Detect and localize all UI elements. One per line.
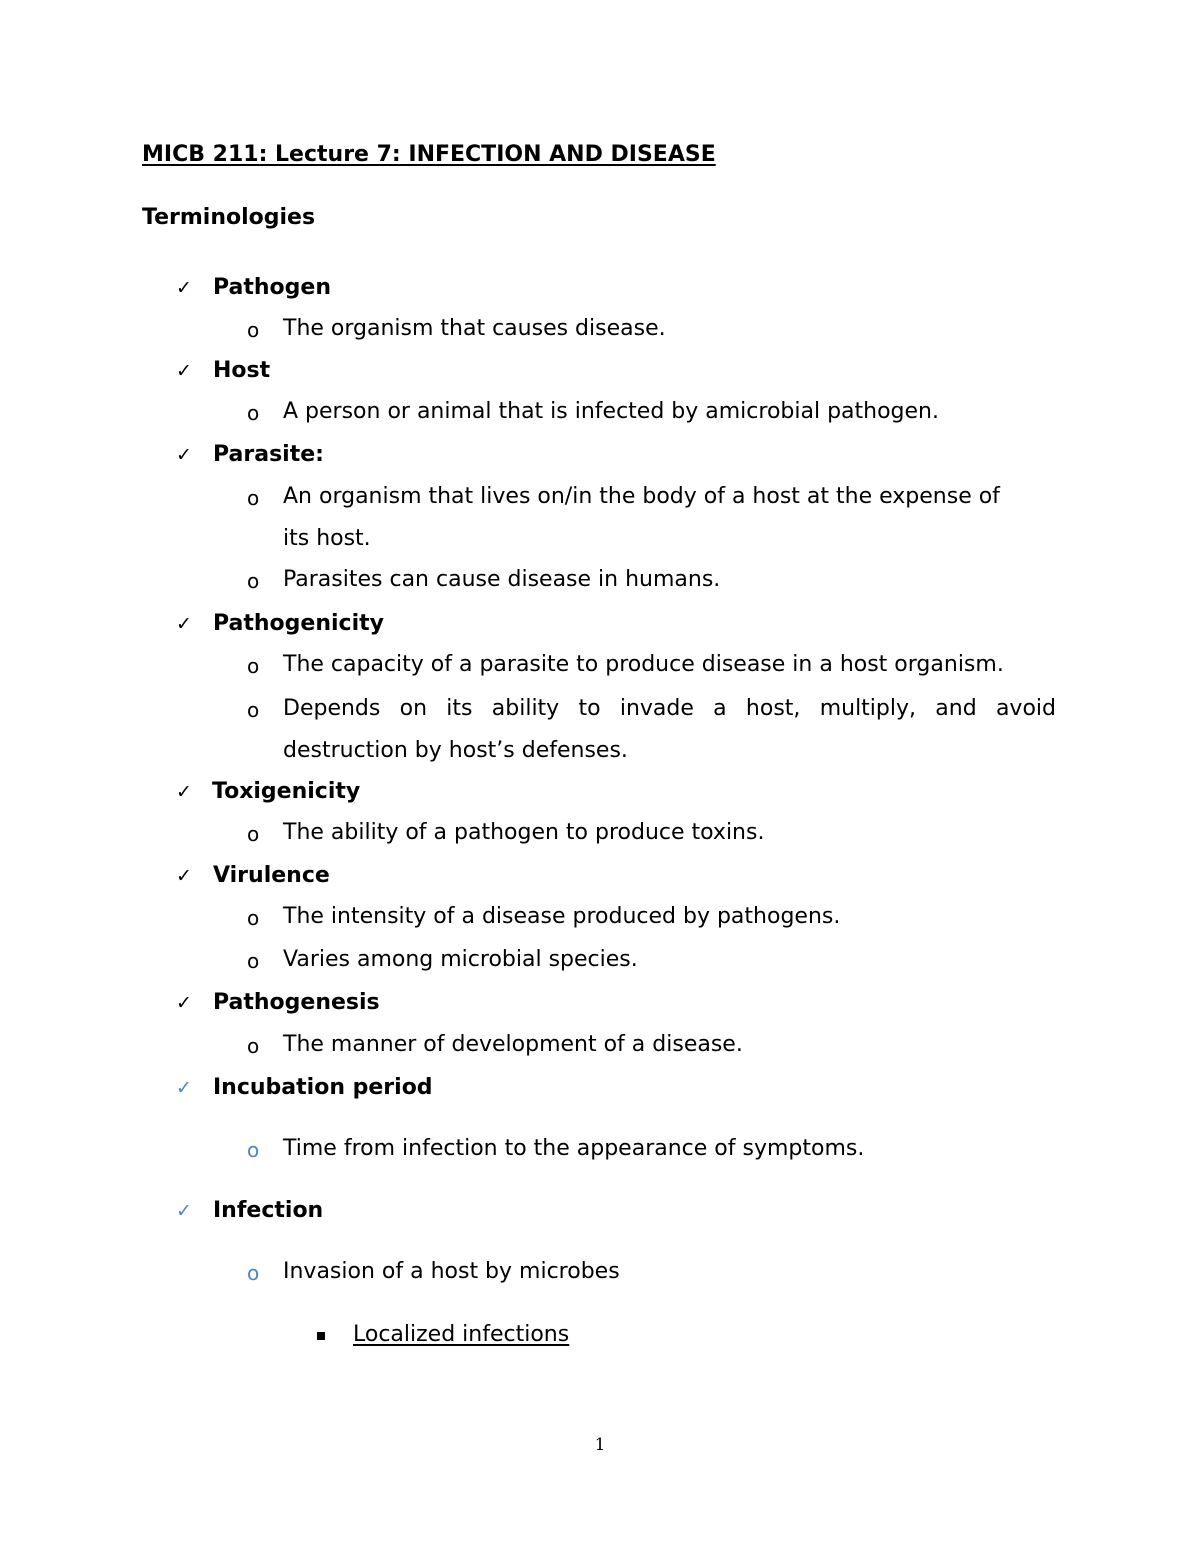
circle-bullet-icon: o [247,822,260,846]
term-incubation-period: Incubation period [213,1075,433,1100]
check-icon: ✓ [176,781,192,803]
circle-bullet-icon: o [247,486,260,510]
definition-text: The capacity of a parasite to produce disease in a host organism. [283,652,1004,677]
definition-text-continued: its host. [283,526,371,551]
definition-text: Parasites can cause disease in humans. [283,567,721,592]
subitem-localized-infections: Localized infections [353,1322,570,1347]
circle-bullet-icon: o [247,1261,260,1285]
circle-bullet-icon: o [247,401,260,425]
check-icon: ✓ [176,360,192,382]
definition-text: Invasion of a host by microbes [283,1259,620,1284]
definition-text: A person or animal that is infected by amicrobial pathogen. [283,399,939,424]
check-icon: ✓ [176,1200,192,1222]
circle-bullet-icon: o [247,1138,260,1162]
term-toxigenicity: Toxigenicity [212,779,361,804]
page-number: 1 [594,1435,606,1455]
term-host: Host [213,358,271,383]
definition-text: The manner of development of a disease. [283,1032,743,1057]
section-heading: Terminologies [142,205,316,230]
circle-bullet-icon: o [247,698,260,722]
circle-bullet-icon: o [247,569,260,593]
definition-text: Varies among microbial species. [283,947,638,972]
definition-text: Time from infection to the appearance of symptoms. [283,1136,865,1161]
definition-text: Depends on its ability to invade a host, multiply, and avoid [283,696,1056,721]
definition-text: The ability of a pathogen to produce toxins. [283,820,765,845]
term-pathogen: Pathogen [213,275,332,300]
definition-text-continued: destruction by host’s defenses. [283,738,628,763]
definition-text: An organism that lives on/in the body of a host at the expense of [283,484,1000,509]
term-pathogenesis: Pathogenesis [213,990,380,1015]
term-pathogenicity: Pathogenicity [213,611,384,636]
square-bullet-icon [317,1332,325,1340]
definition-text: The intensity of a disease produced by pathogens. [283,904,841,929]
definition-text: The organism that causes disease. [283,316,666,341]
circle-bullet-icon: o [247,654,260,678]
check-icon: ✓ [176,865,192,887]
check-icon: ✓ [176,1077,192,1099]
term-parasite: Parasite: [213,442,324,467]
term-virulence: Virulence [213,863,330,888]
circle-bullet-icon: o [247,1034,260,1058]
check-icon: ✓ [176,277,192,299]
circle-bullet-icon: o [247,318,260,342]
check-icon: ✓ [176,992,192,1014]
circle-bullet-icon: o [247,949,260,973]
check-icon: ✓ [176,613,192,635]
term-infection: Infection [213,1198,324,1223]
circle-bullet-icon: o [247,906,260,930]
document-title: MICB 211: Lecture 7: INFECTION AND DISEASE [142,142,716,167]
check-icon: ✓ [176,444,192,466]
